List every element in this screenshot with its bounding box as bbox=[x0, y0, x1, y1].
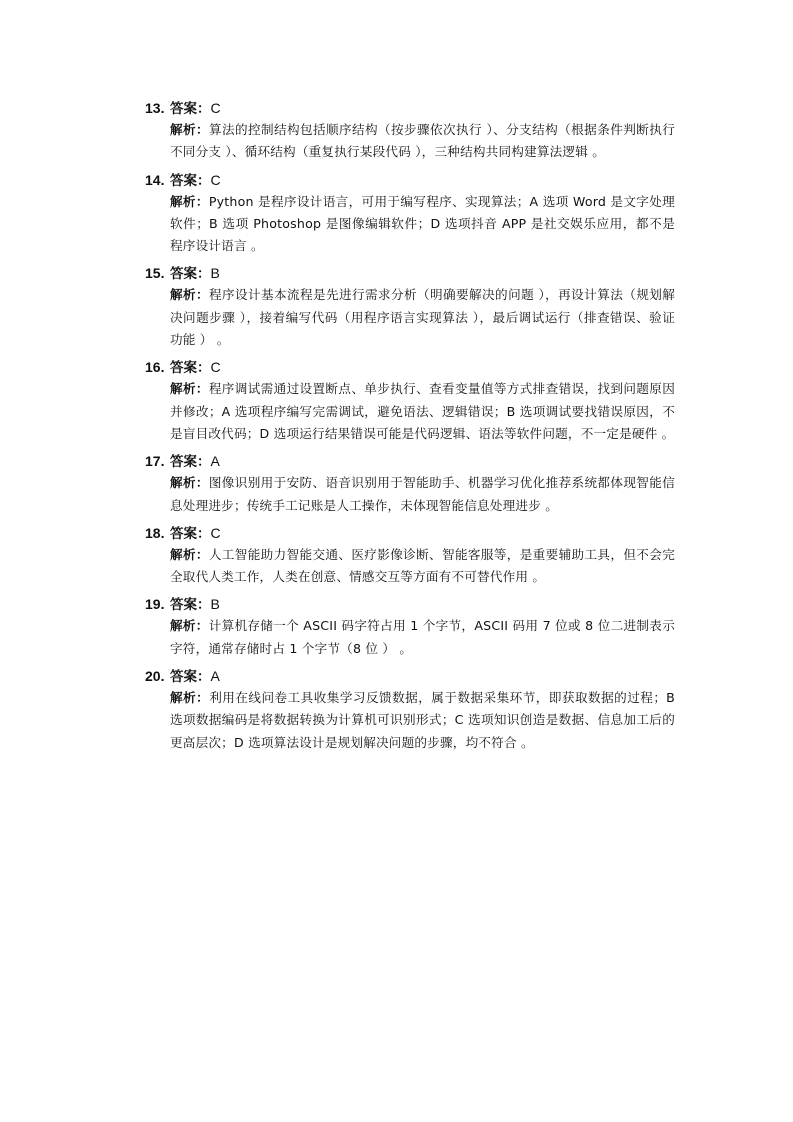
answer-label: 答案： bbox=[170, 101, 211, 117]
explanation-text: 图像识别用于安防、语音识别用于智能助手、机器学习优化推荐系统都体现智能信息处理进步；传统手工记账是人工操作，未体现智能信息处理进步 。 bbox=[170, 475, 675, 513]
explanation-label: 解析： bbox=[170, 618, 209, 634]
answer-value: A bbox=[210, 453, 220, 470]
answer-line bbox=[145, 450, 675, 472]
question-number: 17. bbox=[145, 453, 165, 470]
explanation-text: 程序调试需通过设置断点、单步执行、查看变量值等方式排查错误，找到问题原因并修改；A 选项程序编写完需调试，避免语法、逻辑错误；B 选项调试要找错误原因，不是盲目改代码；D 选项运行结果错误可能是代码逻辑、语法等软件问题，不一定是硬件 。 bbox=[170, 381, 675, 441]
explanation bbox=[170, 687, 675, 754]
question-number: 16. bbox=[145, 359, 165, 376]
answer-value: B bbox=[210, 265, 220, 282]
explanation bbox=[170, 378, 675, 445]
answer-item-19 bbox=[145, 593, 675, 660]
answer-label: 答案： bbox=[170, 266, 211, 283]
answer-item-17 bbox=[145, 450, 675, 517]
question-number: 20. bbox=[145, 668, 165, 685]
answer-label: 答案： bbox=[170, 525, 211, 542]
answer-line bbox=[145, 262, 675, 284]
answer-item-20 bbox=[145, 665, 675, 754]
explanation-text: Python 是程序设计语言，可用于编写程序、实现算法；A 选项 Word 是文字处理软件；B 选项 Photoshop 是图像编辑软件；D 选项抖音 APP 是社交娱乐应用，都不是程序设计语言 。 bbox=[170, 193, 675, 254]
question-number: 15. bbox=[145, 265, 165, 282]
answer-item-18 bbox=[145, 522, 675, 589]
answer-value: C bbox=[210, 171, 221, 188]
answer-item-16 bbox=[145, 356, 675, 445]
explanation-text: 程序设计基本流程是先进行需求分析（明确要解决的问题 ），再设计算法（规划解决问题步骤 ），接着编写代码（用程序语言实现算法 ），最后调试运行（排查错误、验证功能 ） 。 bbox=[170, 287, 675, 348]
explanation bbox=[170, 544, 675, 589]
explanation-label: 解析： bbox=[170, 546, 209, 562]
question-number: 13. bbox=[145, 100, 165, 116]
explanation-label: 解析： bbox=[170, 287, 210, 303]
answer-label: 答案： bbox=[170, 360, 211, 377]
question-number: 18. bbox=[145, 524, 165, 541]
explanation-text: 计算机存储一个 ASCII 码字符占用 1 个字节，ASCII 码用 7 位或 8 位二进制表示字符，通常存储时占 1 个字节（8 位 ） 。 bbox=[170, 618, 675, 656]
answer-line bbox=[145, 97, 675, 119]
answer-line bbox=[145, 593, 675, 615]
explanation bbox=[170, 472, 675, 517]
answer-label: 答案： bbox=[170, 669, 211, 686]
answer-label: 答案： bbox=[170, 597, 211, 614]
explanation bbox=[170, 615, 675, 660]
explanation-label: 解析： bbox=[170, 193, 209, 209]
explanation-text: 利用在线问卷工具收集学习反馈数据，属于数据采集环节，即获取数据的过程；B 选项数据编码是将数据转换为计算机可识别形式；C 选项知识创造是数据、信息加工后的更高层次；D 选项算法设计是规划解决问题的步骤，均不符合 。 bbox=[170, 690, 675, 750]
explanation bbox=[170, 191, 675, 258]
explanation-label: 解析： bbox=[170, 381, 209, 397]
answer-value: C bbox=[210, 359, 221, 376]
answer-value: B bbox=[210, 596, 220, 613]
answer-value: A bbox=[210, 668, 220, 685]
answer-item-13 bbox=[145, 97, 675, 164]
explanation bbox=[170, 119, 675, 164]
answer-label: 答案： bbox=[170, 172, 211, 189]
answer-label: 答案： bbox=[170, 454, 211, 471]
question-number: 14. bbox=[145, 171, 165, 188]
answer-item-15 bbox=[145, 262, 675, 351]
explanation-text: 人工智能助力智能交通、医疗影像诊断、智能客服等，是重要辅助工具，但不会完全取代人类工作，人类在创意、情感交互等方面有不可替代作用 。 bbox=[170, 546, 675, 585]
question-number: 19. bbox=[145, 596, 165, 613]
explanation-label: 解析： bbox=[170, 475, 209, 491]
answer-line bbox=[145, 665, 675, 687]
explanation-label: 解析： bbox=[170, 122, 210, 137]
answer-item-14 bbox=[145, 169, 675, 258]
explanation-text: 算法的控制结构包括顺序结构（按步骤依次执行 ）、分支结构（根据条件判断执行不同分支 ）、循环结构（重复执行某段代码 ），三种结构共同构建算法逻辑 。 bbox=[170, 122, 675, 160]
explanation bbox=[170, 284, 675, 351]
answer-value: C bbox=[210, 100, 221, 116]
explanation-label: 解析： bbox=[170, 690, 210, 706]
answer-list bbox=[145, 97, 675, 759]
answer-line bbox=[145, 356, 675, 378]
answer-line bbox=[145, 169, 675, 191]
answer-line bbox=[145, 522, 675, 544]
answer-value: C bbox=[210, 524, 221, 541]
